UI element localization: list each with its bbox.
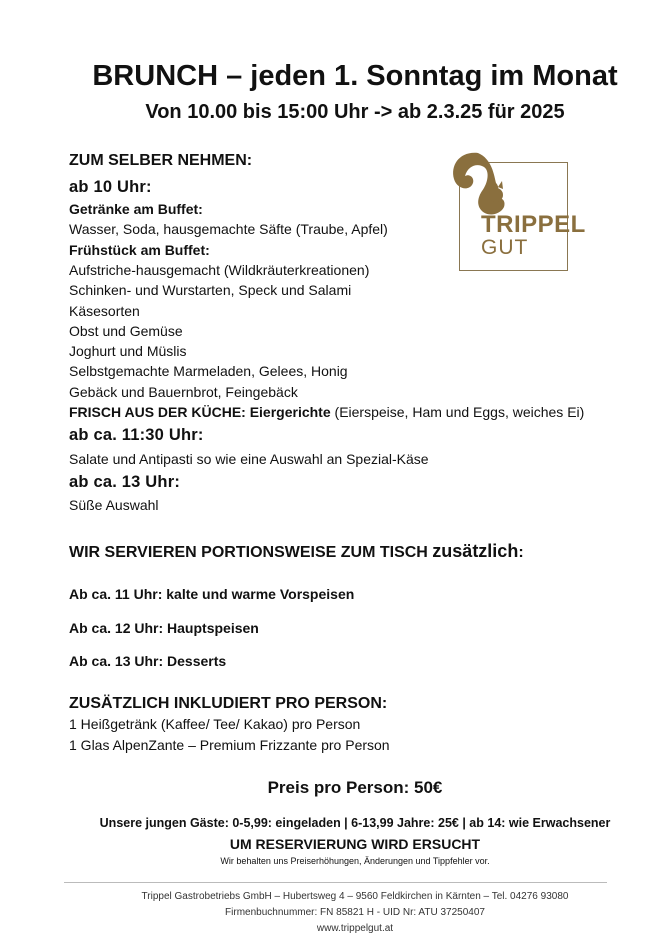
served-heading-extra: zusätzlich — [432, 541, 519, 561]
footer-website-link[interactable]: www.trippelgut.at — [316, 923, 394, 934]
breakfast-item: Gebäck und Bauernbrot, Feingebäck — [69, 384, 298, 400]
page-title: BRUNCH – jeden 1. Sonntag im Monat — [92, 60, 618, 92]
breakfast-item: Joghurt und Müslis — [69, 343, 187, 359]
served-heading — [69, 541, 524, 562]
self-service-heading: ZUM SELBER NEHMEN: — [69, 152, 253, 169]
included-heading: ZUSÄTZLICH INKLUDIERT PRO PERSON: — [69, 695, 388, 712]
course-item: Ab ca. 11 Uhr: kalte und warme Vorspeisen — [69, 586, 355, 602]
price-per-person: Preis pro Person: 50€ — [267, 778, 443, 797]
time-1130-text: Salate und Antipasti so wie eine Auswahl an Spezial-Käse — [69, 451, 429, 467]
kitchen-line — [69, 404, 584, 420]
served-heading-text: WIR SERVIEREN PORTIONSWEISE ZUM TISCH — [69, 544, 433, 561]
time-10-heading: ab 10 Uhr: — [69, 178, 152, 196]
breakfast-item: Obst und Gemüse — [69, 323, 183, 339]
course-item: Ab ca. 12 Uhr: Hauptspeisen — [69, 620, 259, 636]
page-subtitle: Von 10.00 bis 15:00 Uhr -> ab 2.3.25 für 2025 — [145, 101, 565, 123]
time-1130-heading: ab ca. 11:30 Uhr: — [69, 426, 204, 444]
drinks-text: Wasser, Soda, hausgemachte Säfte (Traube, Apfel) — [69, 221, 388, 237]
time-13-heading: ab ca. 13 Uhr: — [69, 473, 181, 491]
course-item: Ab ca. 13 Uhr: Desserts — [69, 653, 227, 669]
reservation-note: UM RESERVIERUNG WIRD ERSUCHT — [229, 836, 481, 852]
kitchen-text: (Eierspeise, Ham und Eggs, weiches Ei) — [330, 404, 585, 420]
logo-word-trippel: TRIPPEL — [481, 211, 586, 238]
breakfast-item: Käsesorten — [69, 303, 140, 319]
squirrel-icon — [448, 149, 510, 219]
included-item: 1 Heißgetränk (Kaffee/ Tee/ Kakao) pro Person — [69, 716, 361, 732]
drinks-heading: Getränke am Buffet: — [69, 201, 203, 217]
breakfast-item: Aufstriche-hausgemacht (Wildkräuterkreationen) — [69, 262, 370, 278]
trippelgut-logo — [459, 162, 586, 271]
kitchen-label: FRISCH AUS DER KÜCHE: Eiergerichte — [69, 404, 331, 420]
footer-company-line: Trippel Gastrobetriebs GmbH – Hubertsweg 4 – 9560 Feldkirchen in Kärnten – Tel. 04276 93080 — [141, 891, 569, 902]
time-13-text: Süße Auswahl — [69, 497, 159, 513]
disclaimer: Wir behalten uns Preiserhöhungen, Änderungen und Tippfehler vor. — [220, 856, 490, 866]
included-item: 1 Glas AlpenZante – Premium Frizzante pro Person — [69, 737, 390, 753]
breakfast-heading: Frühstück am Buffet: — [69, 242, 210, 258]
footer-divider — [64, 882, 607, 883]
breakfast-item: Selbstgemachte Marmeladen, Gelees, Honig — [69, 363, 348, 379]
breakfast-item: Schinken- und Wurstarten, Speck und Salami — [69, 282, 352, 298]
kids-pricing: Unsere jungen Gäste: 0-5,99: eingeladen | 6-13,99 Jahre: 25€ | ab 14: wie Erwachsener — [99, 816, 611, 830]
footer-registry-line: Firmenbuchnummer: FN 85821 H - UID Nr: ATU 37250407 — [225, 907, 485, 918]
logo-word-gut: GUT — [481, 236, 529, 259]
served-heading-colon: : — [518, 544, 524, 561]
